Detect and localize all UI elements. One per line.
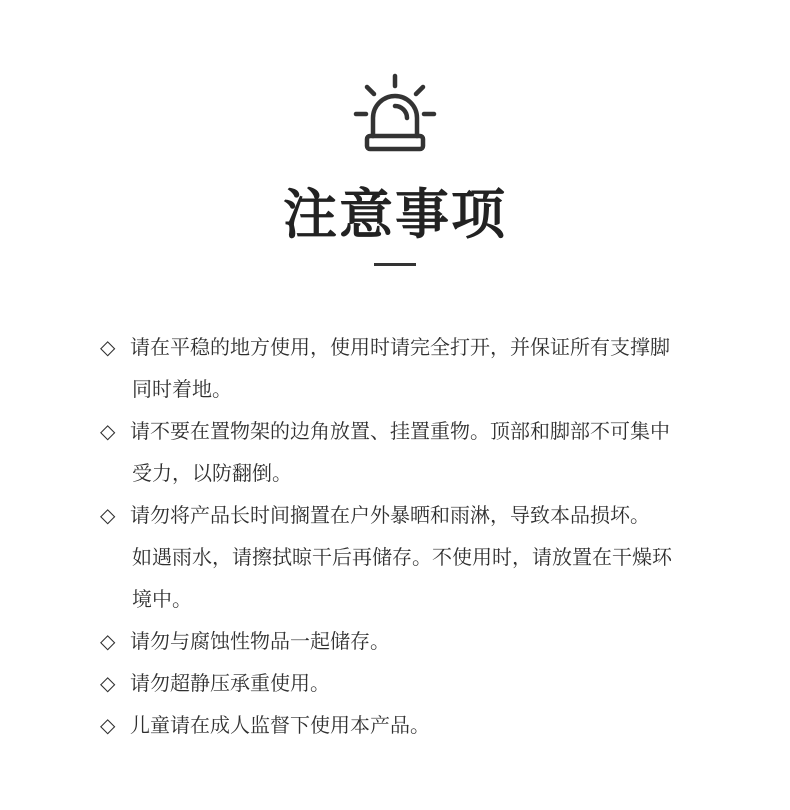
note-text-line: 请在平稳的地方使用，使用时请完全打开，并保证所有支撑脚 [130,335,670,359]
alarm-light-icon [353,72,437,154]
note-item [100,326,740,410]
note-text-line: 儿童请在成人监督下使用本产品。 [130,713,430,737]
notes-list [100,326,740,746]
diamond-bullet-icon: ◇ [100,713,116,737]
note-item [100,704,740,746]
note-text-line: 请勿超静压承重使用。 [130,671,330,695]
note-item [100,494,740,620]
note-item [100,662,740,704]
note-item [100,410,740,494]
diamond-bullet-icon: ◇ [100,503,116,527]
note-text-line: 受力，以防翻倒。 [132,461,292,485]
diamond-bullet-icon: ◇ [100,335,116,359]
note-text-line: 如遇雨水，请擦拭晾干后再储存。不使用时，请放置在干燥环 [132,545,672,569]
diamond-bullet-icon: ◇ [100,419,116,443]
title-underline [374,263,416,266]
note-item [100,620,740,662]
page-title: 注意事项 [283,183,507,246]
note-text-line: 境中。 [132,587,192,611]
note-text-line: 同时着地。 [132,377,232,401]
note-text-line: 请勿与腐蚀性物品一起储存。 [130,629,390,653]
note-text-line: 请勿将产品长时间搁置在户外暴晒和雨淋，导致本品损坏。 [130,503,650,527]
diamond-bullet-icon: ◇ [100,671,116,695]
note-text-line: 请不要在置物架的边角放置、挂置重物。顶部和脚部不可集中 [130,419,670,443]
diamond-bullet-icon: ◇ [100,629,116,653]
